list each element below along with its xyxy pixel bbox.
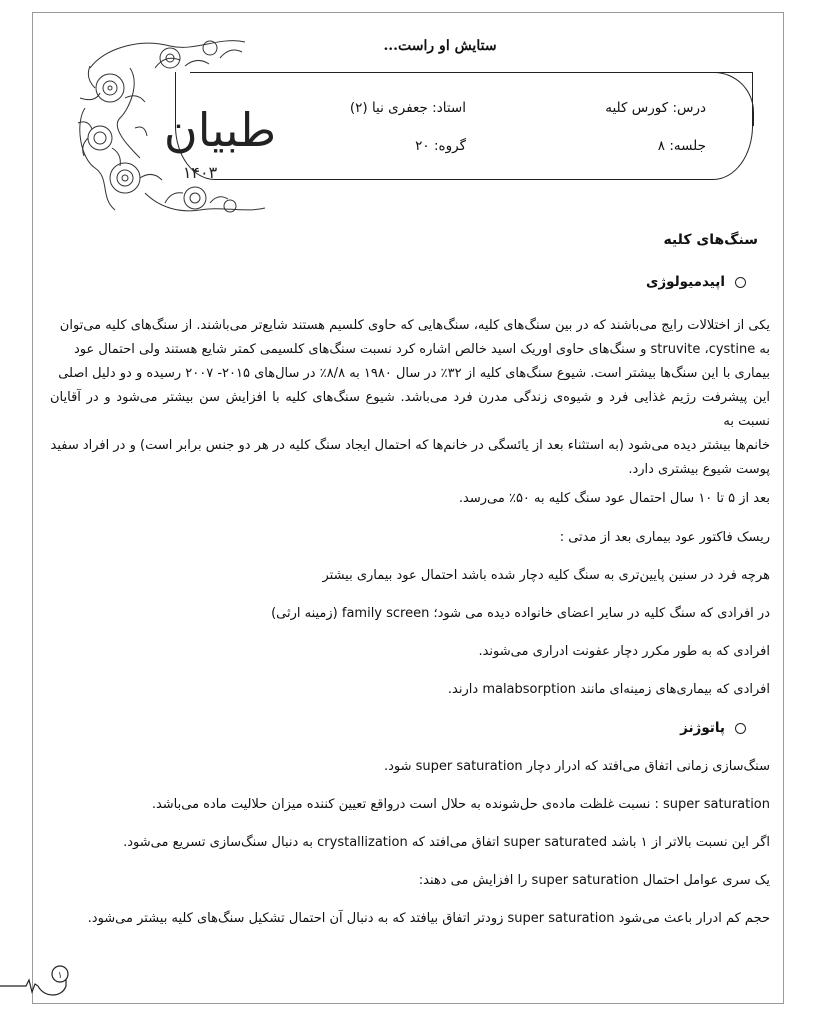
logo-text: طبیان xyxy=(163,103,277,157)
pathogenesis-heading-label: پاتوژنز xyxy=(680,720,725,736)
epidemiology-heading xyxy=(646,274,746,290)
header-teacher: استاد: جعفری نیا (۲) xyxy=(349,100,466,116)
epidemiology-paragraph xyxy=(50,314,770,482)
paragraph-line: خانم‌ها بیشتر دیده می‌شود (به استثناء بعد از یائسگی در خانم‌ها که احتمال ایجاد سنگ کلیه در هر دو جنس برابر است) و در افراد سفید xyxy=(50,438,770,453)
header-box xyxy=(175,72,753,180)
recurrence-line: بعد از ۵ تا ۱۰ سال احتمال عود سنگ کلیه به ۵۰٪ می‌رسد. xyxy=(458,491,770,506)
header-session: جلسه: ۸ xyxy=(657,138,706,154)
paragraph-line: این پیشرفت رژیم غذایی فرد و شیوه‌ی زندگی مدرن فرد می‌باشد. شیوع سنگ‌های کلیه با افزایش سن بیشتر می‌شود و در آقایان نسبت به xyxy=(50,390,770,429)
risk-intro-line: ریسک فاکتور عود بیماری بعد از مدتی : xyxy=(559,530,770,545)
header-top-title: ستایش او راست... xyxy=(383,38,497,54)
paragraph-line: بیماری با این سنگ‌ها بیشتر است. شیوع سنگ‌های کلیه از ۳۲٪ در سال ۱۹۸۰ به ۸/۸٪ در سال‌های ۲۰۱۵- ۲۰۰۷ رسیده و دو دلیل اصلی xyxy=(58,366,770,381)
header-course: درس: کورس کلیه xyxy=(605,100,706,116)
section-title: سنگ‌های کلیه xyxy=(663,232,758,248)
risk-item: در افرادی که سنگ کلیه در سایر اعضای خانواده دیده می شود؛ family screen (زمینه ارثی) xyxy=(271,606,770,621)
risk-item: افرادی که بیماری‌های زمینه‌ای مانند malabsorption دارند. xyxy=(447,682,770,697)
epidemiology-heading-label: اپیدمیولوژی xyxy=(645,274,725,290)
risk-item: افرادی که به طور مکرر دچار عفونت ادراری می‌شوند. xyxy=(478,644,770,659)
page-number: ۱ xyxy=(57,971,63,981)
logo-year: ۱۴۰۳ xyxy=(182,163,218,182)
pathogenesis-line: سنگ‌سازی زمانی اتفاق می‌افتد که ادرار دچار super saturation شود. xyxy=(383,759,770,774)
paragraph-line: یکی از اختلالات رایج می‌باشند که در بین سنگ‌های کلیه، سنگ‌هایی که حاوی کلسیم هستند شایع‌تر می‌باشند. از سنگ‌های کلیه می‌توان xyxy=(59,318,770,333)
bullet-circle-icon xyxy=(735,277,746,288)
pathogenesis-line: اگر این نسبت بالاتر از ۱ باشد super saturated اتفاق می‌افتد که crystallization به دنبال سنگ‌سازی تسریع می‌شود. xyxy=(123,835,770,850)
pathogenesis-line: حجم کم ادرار باعث می‌شود super saturation زودتر اتفاق بیافتد که به دنبال آن احتمال تشکیل سنگ‌های کلیه بیشتر می‌شود. xyxy=(87,911,770,926)
paragraph-line: پوست شیوع بیشتری دارد. xyxy=(628,462,770,477)
bullet-circle-icon xyxy=(735,723,746,734)
pathogenesis-heading xyxy=(680,720,746,736)
paragraph-line: به struvite ،cystine و سنگ‌های حاوی اوریک اسید خالص اشاره کرد نسبت سنگ‌های کلسیمی کمتر شایع هستند ولی احتمال عود xyxy=(73,342,770,357)
risk-item: هرچه فرد در سنین پایین‌تری به سنگ کلیه دچار شده باشد احتمال عود بیماری بیشتر xyxy=(322,568,770,583)
pathogenesis-line: یک سری عوامل احتمال super saturation را افزایش می دهند: xyxy=(418,873,770,888)
pathogenesis-line: super saturation : نسبت غلظت ماده‌ی حل‌شونده به حلال است درواقع تعیین کننده میزان حلالیت ماده می‌باشد. xyxy=(151,797,770,812)
header-group: گروه: ۲۰ xyxy=(415,138,466,154)
stethoscope-icon xyxy=(0,960,90,1000)
